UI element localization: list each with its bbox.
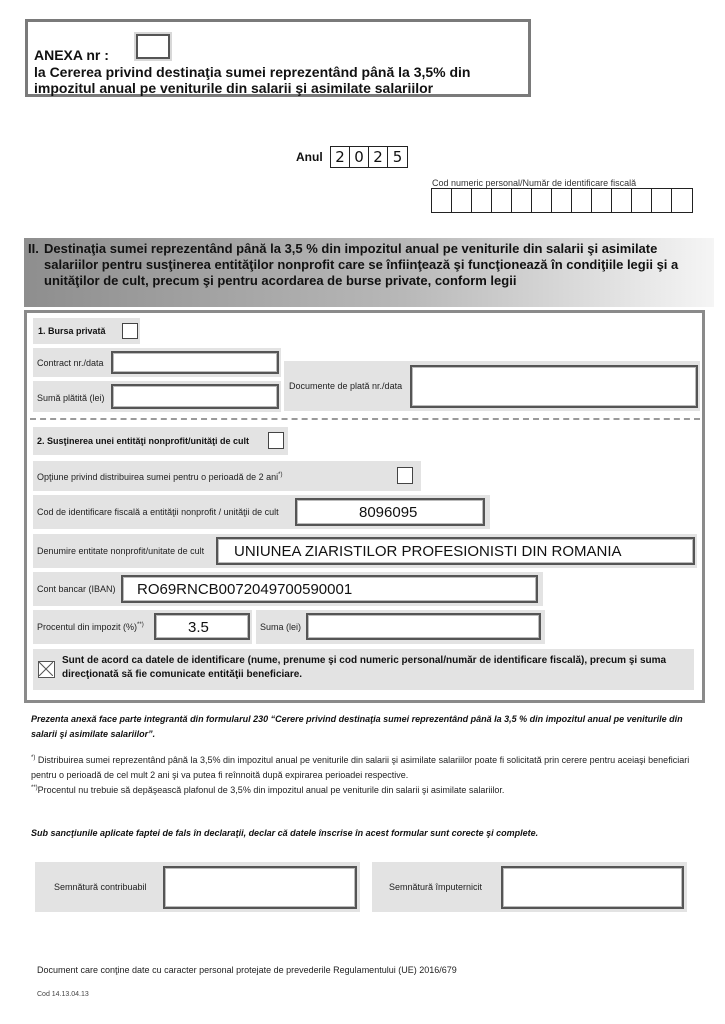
denumire-value: UNIUNEA ZIARISTILOR PROFESIONISTI DIN ROMANIA xyxy=(234,543,622,560)
suma-row xyxy=(256,610,545,644)
cnp-cell[interactable] xyxy=(672,189,692,212)
declaration-text: Sub sancţiunile aplicate faptei de fals în declaraţii, declar că datele înscrise în acest formular sunt corecte şi complete. xyxy=(31,828,539,838)
form-code: Cod 14.13.04.13 xyxy=(37,991,89,998)
contract-input[interactable] xyxy=(111,351,279,374)
denumire-input[interactable] xyxy=(216,537,695,565)
procent-input[interactable] xyxy=(154,613,250,640)
procent-label xyxy=(37,622,144,632)
signature-contribuabil-label: Semnătură contribuabil xyxy=(54,882,147,892)
bursa-privata-row xyxy=(33,318,140,344)
suma-input[interactable] xyxy=(306,613,541,640)
bursa-privata-checkbox[interactable] xyxy=(122,323,138,339)
acord-text: Sunt de acord ca datele de identificare (nume, prenume şi cod numeric personal/număr de identificare fiscală), precum şi suma direcţionată să fie comunicate entităţii beneficiare. xyxy=(62,655,667,680)
cnp-cell[interactable] xyxy=(532,189,552,212)
year-digit[interactable]: 0 xyxy=(350,147,369,167)
year-digit[interactable]: 2 xyxy=(369,147,388,167)
gdpr-notice: Document care conţine date cu caracter personal protejate de prevederile Regulamentului (UE) 2016/679 xyxy=(37,965,457,975)
anexa-title: la Cererea privind destinaţia sumei reprezentând până la 3,5% din impozitul anual pe veniturile din salarii şi asimilate salariilor xyxy=(34,64,471,96)
cnp-label: Cod numeric personal/Număr de identificare fiscală xyxy=(432,178,637,188)
anexa-number-input[interactable] xyxy=(136,34,170,59)
optiune-2-ani-checkbox[interactable] xyxy=(397,467,413,484)
nonprofit-row xyxy=(33,427,288,455)
footnote-2-text: Procentul nu trebuie să depăşească plafonul de 3,5% din impozitul anual pe veniturile din salarii şi asimilate salariilor. xyxy=(37,785,505,795)
acord-row xyxy=(33,649,694,690)
documente-plata-label: Documente de plată nr./data xyxy=(289,381,403,391)
cif-value: 8096095 xyxy=(359,504,418,521)
cnp-cell[interactable] xyxy=(632,189,652,212)
contract-row xyxy=(33,348,281,377)
iban-input[interactable] xyxy=(121,575,538,603)
procent-text: Procentul din impozit (%) xyxy=(37,622,138,632)
documente-plata-input[interactable] xyxy=(410,365,698,408)
anexa-label: ANEXA nr : xyxy=(34,47,109,63)
footnote-mark: *) xyxy=(278,472,283,478)
signature-imputernicit-field[interactable] xyxy=(501,866,684,909)
iban-value: RO69RNCB0072049700590001 xyxy=(137,581,353,598)
section-2-header xyxy=(24,238,714,307)
contract-label: Contract nr./data xyxy=(37,358,104,368)
nonprofit-label: 2. Susţinerea unei entităţi nonprofit/unităţi de cult xyxy=(37,436,250,446)
optiune-2-ani-text: Opţiune privind distribuirea sumei pentru o perioadă de 2 ani xyxy=(37,472,279,482)
cnp-cell[interactable] xyxy=(612,189,632,212)
integral-note: Prezenta anexă face parte integrantă din formularul 230 “Cerere privind destinaţia sumei reprezentând până la 3,5 % din impozitul anual pe veniturile din salarii şi asimilate salariilor”. xyxy=(31,714,683,739)
procent-value: 3.5 xyxy=(188,619,209,636)
signature-contribuabil-field[interactable] xyxy=(163,866,357,909)
optiune-2-ani-row xyxy=(33,461,421,491)
cnp-input[interactable] xyxy=(431,188,693,213)
cif-label: Cod de identificare fiscală a entităţii nonprofit / unităţii de cult xyxy=(37,507,279,517)
nonprofit-checkbox[interactable] xyxy=(268,432,284,449)
signature-imputernicit-row xyxy=(372,862,687,912)
cnp-cell[interactable] xyxy=(492,189,512,212)
suma-platita-row xyxy=(33,381,281,412)
cnp-cell[interactable] xyxy=(552,189,572,212)
optiune-2-ani-label xyxy=(37,472,283,482)
bursa-privata-label: 1. Bursa privată xyxy=(38,326,106,336)
footnote-1-mark: *) xyxy=(31,755,36,761)
iban-label: Cont bancar (IBAN) xyxy=(37,584,116,594)
section-divider xyxy=(30,418,700,420)
section-2-title: Destinaţia sumei reprezentând până la 3,5 % din impozitul anual pe veniturile din salarii şi asimilate salariilor pentru susţinerea entităţilor nonprofit care se înfiinţează şi funcţionează în condiţiile legii şi a unităţilor de cult, precum şi pentru acordarea de burse private, conform legii xyxy=(44,241,679,288)
year-digit[interactable]: 5 xyxy=(392,148,403,166)
cif-row xyxy=(33,495,490,529)
year-input[interactable] xyxy=(330,146,408,168)
year-label: Anul xyxy=(296,150,323,164)
cnp-cell[interactable] xyxy=(572,189,592,212)
footnote-2-mark: **) xyxy=(31,785,38,791)
footnote-mark: **) xyxy=(137,622,144,628)
year-digit[interactable]: 2 xyxy=(331,147,350,167)
footnote-2 xyxy=(31,781,716,798)
procent-row xyxy=(33,610,252,644)
cnp-cell[interactable] xyxy=(652,189,672,212)
signature-imputernicit-label: Semnătură împuternicit xyxy=(389,882,483,892)
suma-platita-label: Sumă plătită (lei) xyxy=(37,393,105,403)
cnp-cell[interactable] xyxy=(432,189,452,212)
acord-checkbox[interactable] xyxy=(38,661,55,678)
cnp-cell[interactable] xyxy=(452,189,472,212)
suma-platita-input[interactable] xyxy=(111,384,279,409)
denumire-label: Denumire entitate nonprofit/unitate de cult xyxy=(37,546,205,556)
footnote-1-text: Distribuirea sumei reprezentând până la 3,5% din impozitul anual pe veniturile din salarii şi asimilate salariilor poate fi solicitată prin cerere pentru aceiaşi beneficiari pentru o perioadă de cel mult 2 ani şi va putea fi reînnoită după expirarea perioadei respective. xyxy=(31,755,690,780)
cnp-cell[interactable] xyxy=(512,189,532,212)
denumire-row xyxy=(33,534,697,568)
anexa-header-box xyxy=(25,19,531,97)
cnp-cell[interactable] xyxy=(592,189,612,212)
cnp-cell[interactable] xyxy=(472,189,492,212)
section-2-number: II. xyxy=(28,241,39,256)
documente-plata-row xyxy=(284,361,700,411)
iban-row xyxy=(33,572,543,606)
suma-label: Suma (lei) xyxy=(260,622,302,632)
footnote-1 xyxy=(31,751,716,783)
x-check-icon xyxy=(39,662,53,676)
signature-contribuabil-row xyxy=(35,862,360,912)
cif-input[interactable] xyxy=(295,498,485,526)
